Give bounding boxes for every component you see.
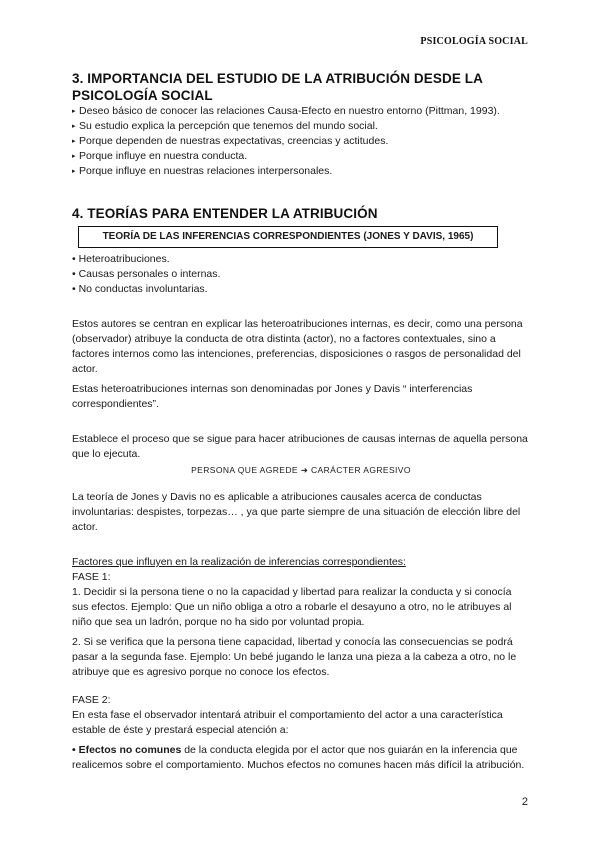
phase-1-label: FASE 1: [72, 571, 111, 583]
factors-heading: Factores que influyen en la realización de inferencias correspondientes: [72, 556, 406, 568]
paragraph-denomination: Estas heteroatribuciones internas son denominadas por Jones y Davis “ interferencias correspondientes”. [72, 383, 473, 410]
phase-2-bold-term: • Efectos no comunes [72, 744, 182, 756]
list-item: • Causas personales o internas. [72, 268, 221, 280]
arrow-bullet-icon: ▸ [72, 138, 76, 145]
section-3-title-line1: 3. IMPORTANCIA DEL ESTUDIO DE LA ATRIBUCIÓN DESDE LA [72, 71, 483, 86]
section-3 [72, 70, 530, 179]
list-item: ▸ Deseo básico de conocer las relaciones Causa-Efecto en nuestro entorno (Pittman, 1993). [72, 105, 500, 117]
arrow-bullet-icon: ▸ [72, 153, 76, 160]
section-4 [72, 205, 530, 773]
section-3-title-line2: PSICOLOGÍA SOCIAL [72, 88, 213, 103]
arrow-bullet-icon: ▸ [72, 123, 76, 130]
formula-line: PERSONA QUE AGREDE ➜ CARÁCTER AGRESIVO [191, 465, 411, 475]
phase-1-item-2: 2. Si se verifica que la persona tiene capacidad, libertad y conocía las consecuencias se podrá pasar a la segunda fase. Ejemplo: Un bebé jugando le lanza una pieza a la cabeza a otro, no le atribuye que es agresivo porque no conoce los efectos. [72, 636, 517, 678]
paragraph-process: Establece el proceso que se sigue para hacer atribuciones de causas internas de aquella persona que lo ejecuta. [72, 433, 528, 460]
list-item: • Heteroatribuciones. [72, 253, 170, 265]
paragraph-authors: Estos autores se centran en explicar las heteroatribuciones internas, es decir, como una persona (observador) atribuye la conducta de otra distinta (actor), no a factores contextuales, sino a factores internos como las intenciones, preferencias, disposiciones o rasgos de personalidad del actor. [72, 318, 523, 375]
phase-2-label: FASE 2: [72, 694, 111, 706]
list-item: ▸ Porque influye en nuestras relaciones interpersonales. [72, 165, 333, 177]
page-content [72, 70, 530, 773]
arrow-bullet-icon: ▸ [72, 108, 76, 115]
section-4-title: 4. TEORÍAS PARA ENTENDER LA ATRIBUCIÓN [72, 206, 378, 221]
list-item: • No conductas involuntarias. [72, 283, 208, 295]
section-3-title [72, 70, 530, 104]
section-3-list [72, 104, 530, 179]
arrow-bullet-icon: ▸ [72, 168, 76, 175]
paragraph-applicability: La teoría de Jones y Davis no es aplicable a atribuciones causales acerca de conductas involuntarias: despistes, torpezas… , ya que parte siempre de una situación de elección libre del actor. [72, 491, 521, 533]
phase-2-text: En esta fase el observador intentará atribuir el comportamiento del actor a una característica estable de éste y prestará especial atención a: [72, 709, 503, 736]
list-item: ▸ Porque influye en nuestra conducta. [72, 150, 248, 162]
page-number: 2 [521, 796, 528, 808]
phase-1-item-1: 1. Decidir si la persona tiene o no la capacidad y libertad para realizar la conducta y si conocía sus efectos. Ejemplo: Que un niño obliga a otro a robarle el desayuno a otro, no le atribuyes al niño que sea un ladrón, porque no ha sido por voluntad propia. [72, 586, 512, 628]
list-item: ▸ Su estudio explica la percepción que tenemos del mundo social. [72, 120, 378, 132]
list-item: ▸ Porque dependen de nuestras expectativas, creencias y actitudes. [72, 135, 389, 147]
running-header: PSICOLOGÍA SOCIAL [420, 36, 528, 47]
phase-2-effects-text: de la conducta elegida por el actor que nos guiarán en la inferencia que realicemos sobre el comportamiento. Muchos efectos no comunes hacen más difícil la atribución. [72, 744, 525, 771]
theory-title-box: TEORÍA DE LAS INFERENCIAS CORRESPONDIENTES (JONES Y DAVIS, 1965) [78, 226, 498, 248]
phase-2-effects-paragraph [72, 743, 530, 773]
theory-characteristics-list [72, 252, 530, 297]
